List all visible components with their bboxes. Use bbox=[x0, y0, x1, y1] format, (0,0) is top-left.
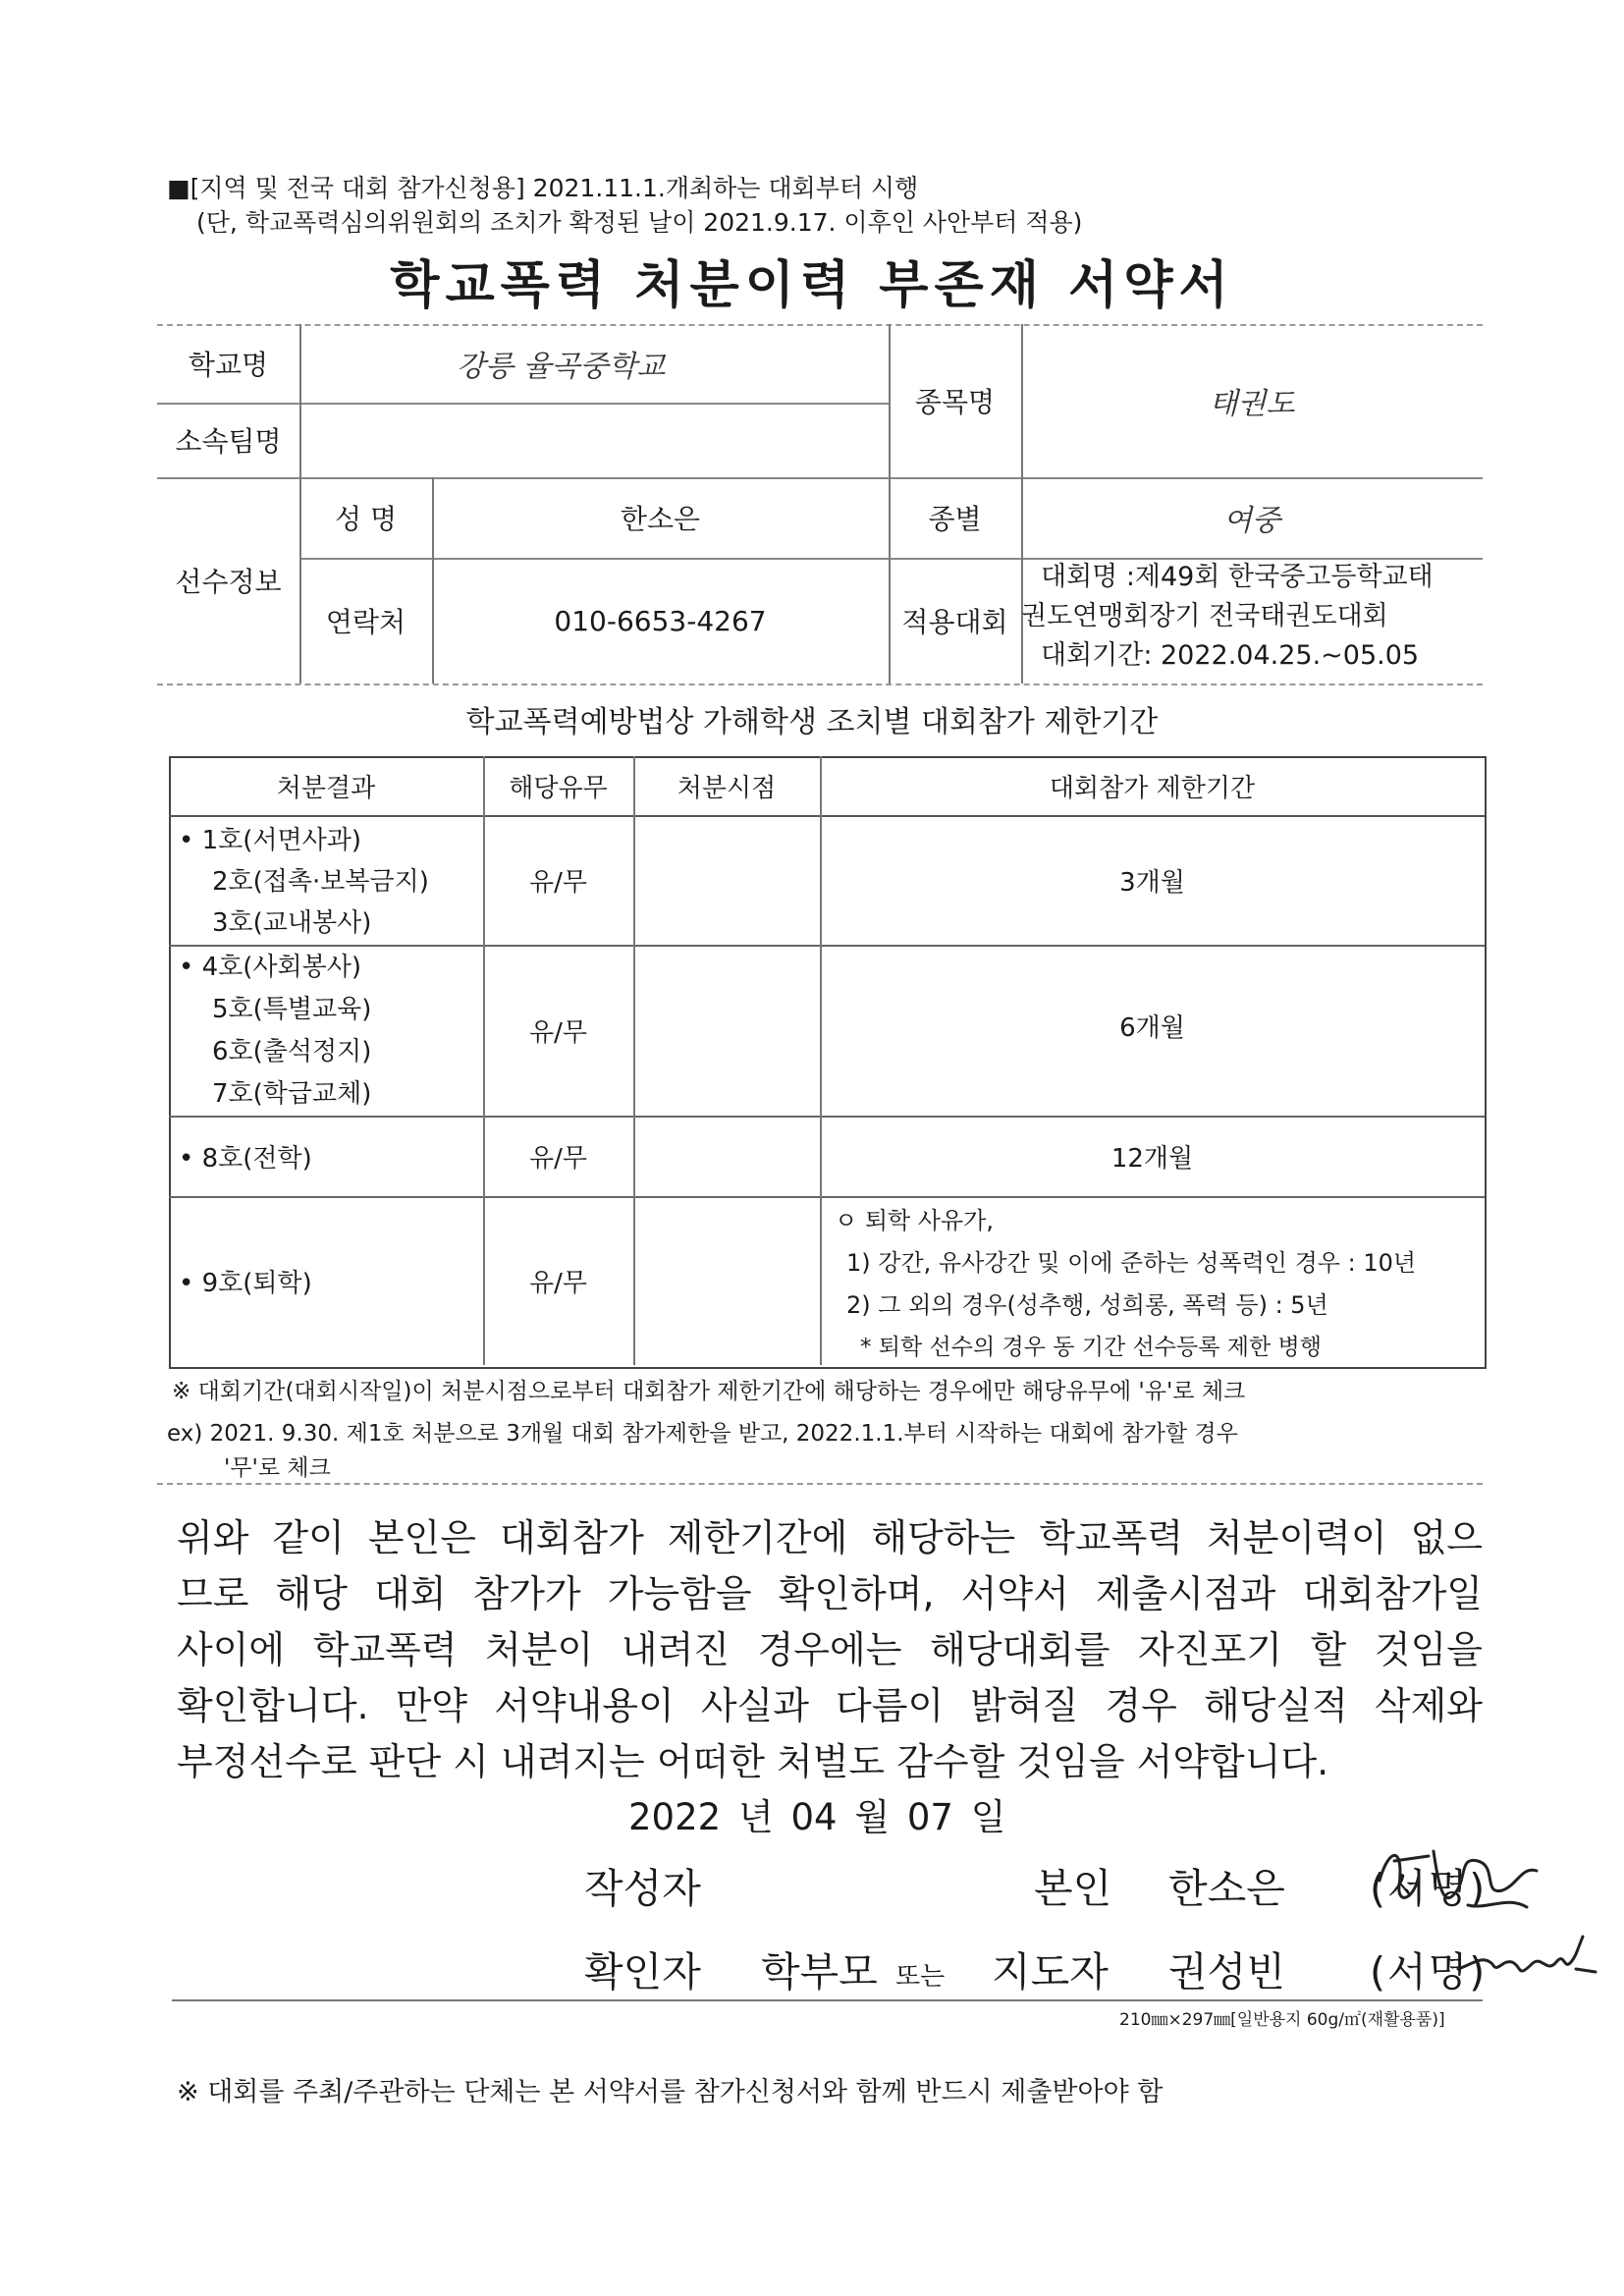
competition-line-2: 권도연맹회장기 전국태권도대회 bbox=[1021, 601, 1388, 631]
oath-line: 확인합니다. 만약 서약내용이 사실과 다름이 밝혀질 경우 해당실적 삭제와 bbox=[177, 1684, 1483, 1727]
competition-label: 적용대회 bbox=[901, 606, 1008, 638]
contact-value: 010-6653-4267 bbox=[554, 604, 767, 637]
applicable-value: 유/무 bbox=[529, 867, 587, 898]
oath-paragraph bbox=[177, 1510, 1483, 1790]
self-name: 한소은 bbox=[1168, 1865, 1285, 1912]
event-label: 종목명 bbox=[914, 386, 996, 418]
header-line-1: ■[지역 및 전국 대회 참가신청용] 2021.11.1.개최하는 대회부터 시행 bbox=[167, 174, 919, 202]
note-2: ex) 2021. 9.30. 제1호 처분으로 3개월 대회 참가제한을 받고, 2022.1.1.부터 시작하는 대회에 참가할 경우 bbox=[167, 1421, 1238, 1447]
player-info-label: 선수정보 bbox=[175, 566, 282, 598]
col-header-period: 대회참가 제한기간 bbox=[1049, 773, 1256, 803]
measure-item: 6호(출석정지) bbox=[212, 1037, 372, 1066]
measure-item: 7호(학급교체) bbox=[212, 1079, 372, 1109]
name-label: 성 명 bbox=[335, 503, 397, 535]
coach-name: 권성빈 bbox=[1168, 1948, 1285, 1995]
school-label: 학교명 bbox=[188, 349, 269, 381]
table-row bbox=[179, 947, 371, 1116]
date-day: 07 bbox=[906, 1796, 953, 1838]
date-day-unit: 일 bbox=[970, 1796, 1006, 1838]
date-year-unit: 년 bbox=[737, 1796, 774, 1838]
event-value: 태권도 bbox=[1209, 387, 1295, 421]
table-vline-2 bbox=[633, 756, 635, 1365]
date-month: 04 bbox=[790, 1796, 838, 1838]
oath-line: 사이에 학교폭력 처분이 내려진 경우에는 해당대회를 자진포기 할 것임을 bbox=[177, 1628, 1483, 1671]
author-label: 작성자 bbox=[584, 1865, 701, 1912]
competition-line-3: 대회기간: 2022.04.25.~05.05 bbox=[1041, 640, 1420, 671]
measure-item: • 9호(퇴학) bbox=[179, 1268, 312, 1298]
date-month-unit: 월 bbox=[854, 1796, 891, 1838]
name-value: 한소은 bbox=[620, 503, 701, 535]
team-value bbox=[299, 403, 889, 477]
page-title: 학교폭력 처분이력 부존재 서약서 bbox=[390, 256, 1234, 315]
confirm-label: 확인자 bbox=[584, 1948, 701, 1995]
applicable-value: 유/무 bbox=[529, 1017, 587, 1048]
signature-divider bbox=[172, 1999, 1483, 2001]
expulsion-line: 1) 강간, 유사강간 및 이에 준하는 성폭력인 경우 : 10년 bbox=[846, 1249, 1417, 1277]
period-value: 3개월 bbox=[1119, 867, 1185, 898]
measure-item: 5호(특별교육) bbox=[212, 995, 372, 1024]
col-header-date: 처분시점 bbox=[677, 773, 777, 803]
col-header-applicable: 해당유무 bbox=[509, 773, 608, 803]
coach-signature-image bbox=[1453, 1925, 1600, 1994]
school-value: 강릉 율곡중학교 bbox=[457, 350, 666, 384]
period-value: 6개월 bbox=[1119, 1012, 1185, 1043]
table-line-3 bbox=[169, 1196, 1485, 1198]
parent-label: 학부모 bbox=[761, 1948, 878, 1995]
sign-date bbox=[628, 1787, 1005, 1840]
self-label: 본인 bbox=[1034, 1865, 1112, 1912]
notes-divider bbox=[157, 1483, 1483, 1485]
measure-item: • 1호(서면사과) bbox=[179, 826, 362, 855]
measure-item: 2호(접촉·보복금지) bbox=[212, 867, 429, 897]
team-label: 소속팀명 bbox=[175, 425, 282, 458]
date-year: 2022 bbox=[628, 1796, 722, 1838]
expulsion-line: ㅇ 퇴학 사유가, bbox=[835, 1207, 994, 1234]
or-label: 또는 bbox=[895, 1962, 946, 1992]
oath-line: 므로 해당 대회 참가가 가능함을 확인하며, 서약서 제출시점과 대회참가일 bbox=[177, 1572, 1483, 1615]
sign-label-coach: (서명) bbox=[1370, 1948, 1488, 1995]
info-bottom-border bbox=[157, 683, 1483, 685]
col-header-result: 처분결과 bbox=[276, 773, 376, 803]
competition-value bbox=[1021, 558, 1483, 676]
restriction-subtitle: 학교폭력예방법상 가해학생 조치별 대회참가 제한기간 bbox=[465, 705, 1159, 739]
paper-spec: 210㎜×297㎜[일반용지 60g/㎡(재활용품)] bbox=[1119, 2010, 1445, 2030]
oath-line: 부정선수로 판단 시 내려지는 어떠한 처벌도 감수할 것임을 서약합니다. bbox=[177, 1740, 1329, 1783]
measure-item: • 4호(사회봉사) bbox=[179, 953, 362, 982]
expulsion-line: 2) 그 외의 경우(성추행, 성희롱, 폭력 등) : 5년 bbox=[846, 1291, 1328, 1319]
measure-item: 3호(교내봉사) bbox=[212, 908, 372, 938]
self-signature-image bbox=[1360, 1827, 1546, 1935]
note-2-cont: '무'로 체크 bbox=[224, 1455, 331, 1481]
applicable-value: 유/무 bbox=[529, 1268, 587, 1298]
expulsion-period bbox=[835, 1200, 1483, 1369]
header-line-2: (단, 학교폭력심의위원회의 조치가 확정된 날이 2021.9.17. 이후인 사안부터 적용) bbox=[196, 208, 1083, 237]
applicable-value: 유/무 bbox=[529, 1143, 587, 1174]
coach-label: 지도자 bbox=[992, 1948, 1109, 1995]
expulsion-line: * 퇴학 선수의 경우 동 기간 선수등록 제한 병행 bbox=[860, 1335, 1322, 1360]
table-row bbox=[179, 820, 429, 944]
sign-label-self: (서명) bbox=[1370, 1865, 1488, 1912]
measure-item: • 8호(전학) bbox=[179, 1143, 312, 1174]
contact-label: 연락처 bbox=[325, 606, 406, 638]
note-1: ※ 대회기간(대회시작일)이 처분시점으로부터 대회참가 제한기간에 해당하는 경우에만 해당유무에 '유'로 체크 bbox=[172, 1379, 1246, 1404]
period-value: 12개월 bbox=[1110, 1143, 1194, 1174]
competition-line-1: 대회명 :제49회 한국중고등학교태 bbox=[1041, 562, 1434, 592]
oath-line: 위와 같이 본인은 대회참가 제한기간에 해당하는 학교폭력 처분이력이 없으 bbox=[177, 1516, 1483, 1559]
footer-note: ※ 대회를 주최/주관하는 단체는 본 서약서를 참가신청서와 함께 반드시 제출받아야 함 bbox=[177, 2077, 1164, 2107]
gender-value: 여중 bbox=[1223, 504, 1280, 538]
gender-label: 종별 bbox=[928, 503, 982, 535]
